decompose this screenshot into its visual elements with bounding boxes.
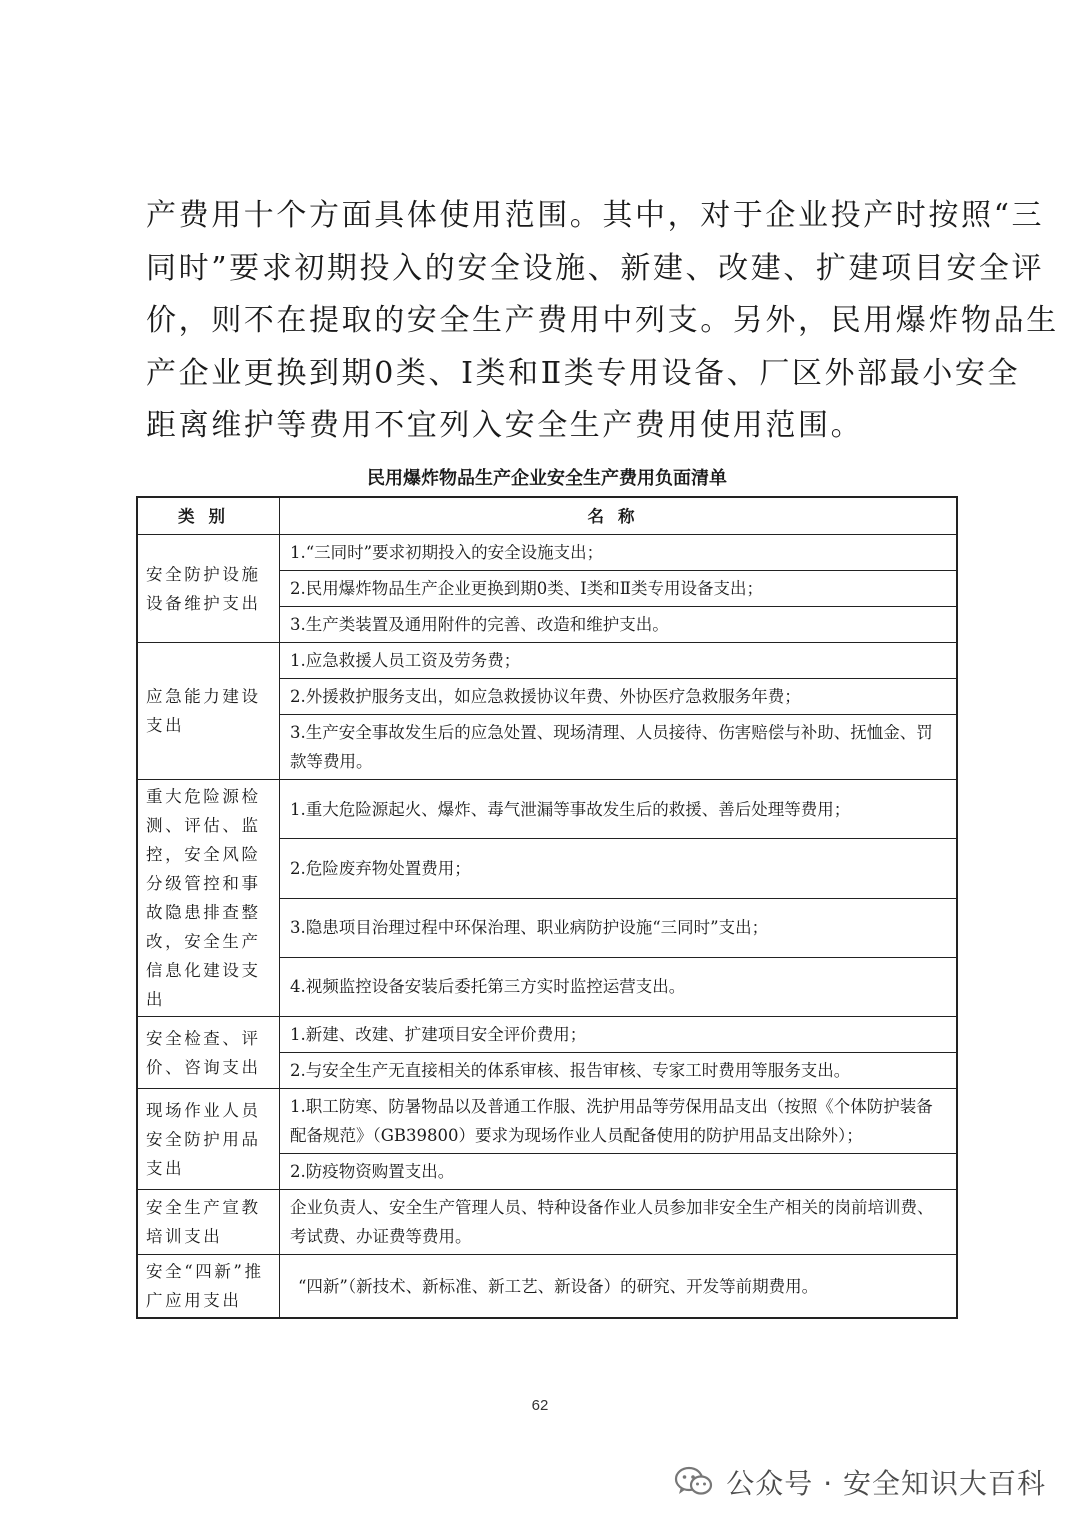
item-cell: 3.隐患项目治理过程中环保治理、职业病防护设施“三同时”支出；	[280, 898, 958, 957]
item-cell: 2.防疫物资购置支出。	[280, 1154, 958, 1190]
table-header-row	[137, 497, 957, 535]
item-cell: 2.外援救护服务支出，如应急救援协议年费、外协医疗急救服务年费；	[280, 679, 958, 715]
category-cell: 重大危险源检测、评估、监控，安全风险分级管控和事故隐患排查整改，安全生产信息化建设支出	[137, 780, 280, 1017]
table-row	[137, 1190, 957, 1255]
paragraph-line: 价，则不在提取的安全生产费用中列支。另外，民用爆炸物品生	[146, 303, 1059, 338]
category-cell: 安全检查、评价、咨询支出	[137, 1017, 280, 1089]
paragraph-line: 同时”要求初期投入的安全设施、新建、改建、扩建项目安全评	[146, 250, 1045, 286]
negative-list-table	[136, 496, 958, 1319]
paragraph-line: 产费用十个方面具体使用范围。其中，对于企业投产时按照“三	[146, 198, 1045, 233]
table-row	[137, 1255, 957, 1319]
table-row	[137, 643, 957, 679]
item-cell: 1.“三同时”要求初期投入的安全设施支出；	[280, 535, 958, 571]
item-cell: 2.与安全生产无直接相关的体系审核、报告审核、专家工时费用等服务支出。	[280, 1053, 958, 1089]
category-cell: 现场作业人员安全防护用品支出	[137, 1089, 280, 1190]
item-cell: 1.新建、改建、扩建项目安全评价费用；	[280, 1017, 958, 1053]
item-cell: 2.危险废弃物处置费用；	[280, 839, 958, 898]
paragraph-line: 产企业更换到期0类、I类和Ⅱ类专用设备、厂区外部最小安全	[146, 355, 1021, 391]
item-cell: 4.视频监控设备安装后委托第三方实时监控运营支出。	[280, 957, 958, 1016]
item-cell: 企业负责人、安全生产管理人员、特种设备作业人员参加非安全生产相关的岗前培训费、考试费、办证费等费用。	[280, 1190, 958, 1255]
table-title: 民用爆炸物品生产企业安全生产费用负面清单	[367, 468, 727, 489]
table-row	[137, 780, 957, 839]
body-paragraph	[146, 190, 1059, 453]
category-cell: 安全“四新”推广应用支出	[137, 1255, 280, 1319]
header-name: 名称	[280, 497, 958, 535]
watermark	[674, 1462, 1046, 1502]
item-cell: 2.民用爆炸物品生产企业更换到期0类、I类和Ⅱ类专用设备支出；	[280, 571, 958, 607]
item-cell: 1.应急救援人员工资及劳务费；	[280, 643, 958, 679]
item-cell: 3.生产安全事故发生后的应急处置、现场清理、人员接待、伤害赔偿与补助、抚恤金、罚款等费用。	[280, 715, 958, 780]
table-row	[137, 1017, 957, 1053]
category-cell: 应急能力建设支出	[137, 643, 280, 780]
page-number: 62	[531, 1397, 549, 1414]
table-row	[137, 1089, 957, 1154]
wechat-icon	[674, 1465, 714, 1499]
item-cell: 1.重大危险源起火、爆炸、毒气泄漏等事故发生后的救援、善后处理等费用；	[280, 780, 958, 839]
paragraph-line: 距离维护等费用不宜列入安全生产费用使用范围。	[146, 408, 864, 443]
category-cell: 安全防护设施设备维护支出	[137, 535, 280, 643]
item-cell: “四新”（新技术、新标准、新工艺、新设备）的研究、开发等前期费用。	[280, 1255, 958, 1319]
header-category: 类别	[137, 497, 280, 535]
item-cell: 3.生产类装置及通用附件的完善、改造和维护支出。	[280, 607, 958, 643]
watermark-text: 公众号 · 安全知识大百科	[726, 1467, 1046, 1500]
category-cell: 安全生产宣教培训支出	[137, 1190, 280, 1255]
item-cell: 1.职工防寒、防暑物品以及普通工作服、洗护用品等劳保用品支出（按照《个体防护装备配备规范》（GB39800）要求为现场作业人员配备使用的防护用品支出除外）；	[280, 1089, 958, 1154]
table-row	[137, 535, 957, 571]
